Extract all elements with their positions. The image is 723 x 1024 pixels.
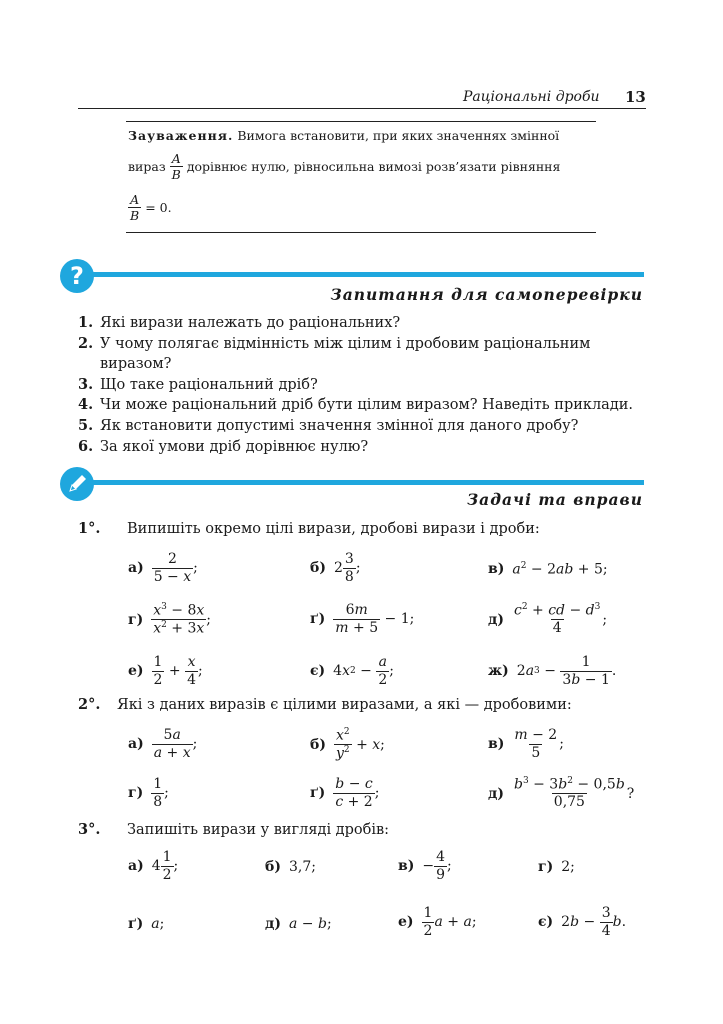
- note-title: Зауваження.: [128, 128, 234, 143]
- task3-e: е) $\frac{1}{2}$ a + a ;: [398, 905, 477, 939]
- task1-e: е) $\frac{1}{2}$ + $\frac{x}{4}$ ;: [128, 654, 203, 688]
- section-bar-2: [92, 480, 644, 485]
- note-equation: [128, 193, 172, 222]
- task3-a: а) 4 $\frac{1}{2}$ ;: [128, 849, 179, 883]
- task1-g: г) $\frac{x^3 - 8x}{x^2 + 3x}$ ;: [128, 602, 212, 637]
- task1-zh: ж) 2 a 3 − $\frac{1}{3b - 1}$ .: [488, 654, 617, 688]
- note-top-rule: [126, 121, 596, 122]
- list-item: 6. За якої умови дріб дорівнює нулю?: [78, 437, 369, 455]
- question-list: [78, 313, 646, 457]
- list-item: 3. Що таке раціональний дріб?: [78, 375, 318, 393]
- task3-gg: ґ) a ;: [128, 916, 165, 932]
- task1-v: в) $a^2 - 2ab + 5$;: [488, 561, 608, 578]
- task2-b: б) $\frac{x^2}{y^2}$ + x ;: [310, 727, 385, 762]
- equation-fraction: $\frac{A}{B}$: [130, 192, 140, 224]
- note-line-2: [128, 152, 560, 181]
- exercises-heading: Задачі та вправи: [466, 490, 643, 509]
- list-item: 5. Як встановити допустимі значення змінної для даного дробу?: [78, 416, 579, 434]
- task1-b: б) 2 $\frac{3}{8}$ ;: [310, 551, 361, 585]
- note-text-1: Вимога встановити, при яких значеннях змінної: [237, 128, 560, 143]
- task2-a: а) $\frac{5a}{a + x}$ ;: [128, 727, 198, 761]
- list-item-cont: виразом?: [100, 356, 172, 373]
- note-line-1: [128, 127, 598, 145]
- page-number: 13: [625, 88, 646, 106]
- running-title: Раціональні дроби: [463, 89, 600, 105]
- note-text-2a: вираз: [128, 158, 166, 174]
- section-bar-1: [92, 272, 644, 277]
- task-3: 3°. Запишіть вирази у вигляді дробів:: [78, 821, 390, 838]
- task3-ye: є) 2 b − $\frac{3}{4}$ b .: [538, 905, 627, 939]
- task2-g: г) $\frac{1}{8}$ ;: [128, 776, 169, 810]
- task1-gg: ґ) $\frac{6m}{m + 5}$ − 1;: [310, 602, 415, 636]
- note-fraction: $\frac{A}{B}$: [171, 151, 181, 183]
- task3-d: д) a − b ;: [265, 916, 332, 932]
- equation-tail: = 0.: [145, 199, 172, 215]
- task3-b: б) 3,7;: [265, 859, 316, 875]
- task-2: 2°. Які з даних виразів є цілими виразами, а які — дробовими:: [78, 696, 572, 713]
- task2-d: д) $\frac{b^3 - 3b^2 - 0,5b}{0,75}$ ?: [488, 776, 635, 811]
- list-item: 4. Чи може раціональний дріб бути цілим виразом? Наведіть приклади.: [78, 396, 634, 414]
- task1-a: а) $\frac{2}{5 - x}$ ;: [128, 551, 198, 585]
- header-rule: [78, 108, 646, 109]
- note-text-2b: дорівнює нулю, рівносильна вимозі розв’язати рівняння: [186, 158, 561, 174]
- task-1: 1°. Випишіть окремо цілі вирази, дробові вирази і дроби:: [78, 520, 540, 537]
- question-icon: ?: [60, 259, 94, 293]
- task2-v: в) $\frac{m - 2}{5}$ ;: [488, 727, 564, 761]
- task1-ye: є) 4 x 2 − $\frac{a}{2}$ ;: [310, 654, 394, 688]
- note-bottom-rule: [126, 232, 596, 233]
- task3-v: в) − $\frac{4}{9}$ ;: [398, 849, 452, 883]
- task3-g: г) 2;: [538, 859, 575, 875]
- self-check-heading: Запитання для самоперевірки: [330, 285, 643, 304]
- list-item: 1. Які вирази належать до раціональних?: [78, 314, 401, 331]
- task1-d: д) $\frac{c^2 + cd - d^3}{4}$ ;: [488, 602, 608, 637]
- task2-gg: ґ) $\frac{b - c}{c + 2}$ ;: [310, 776, 380, 810]
- list-item: 2. У чому полягає відмінність між цілим і дробовим раціональним: [78, 334, 591, 352]
- pencil-icon: [60, 467, 94, 501]
